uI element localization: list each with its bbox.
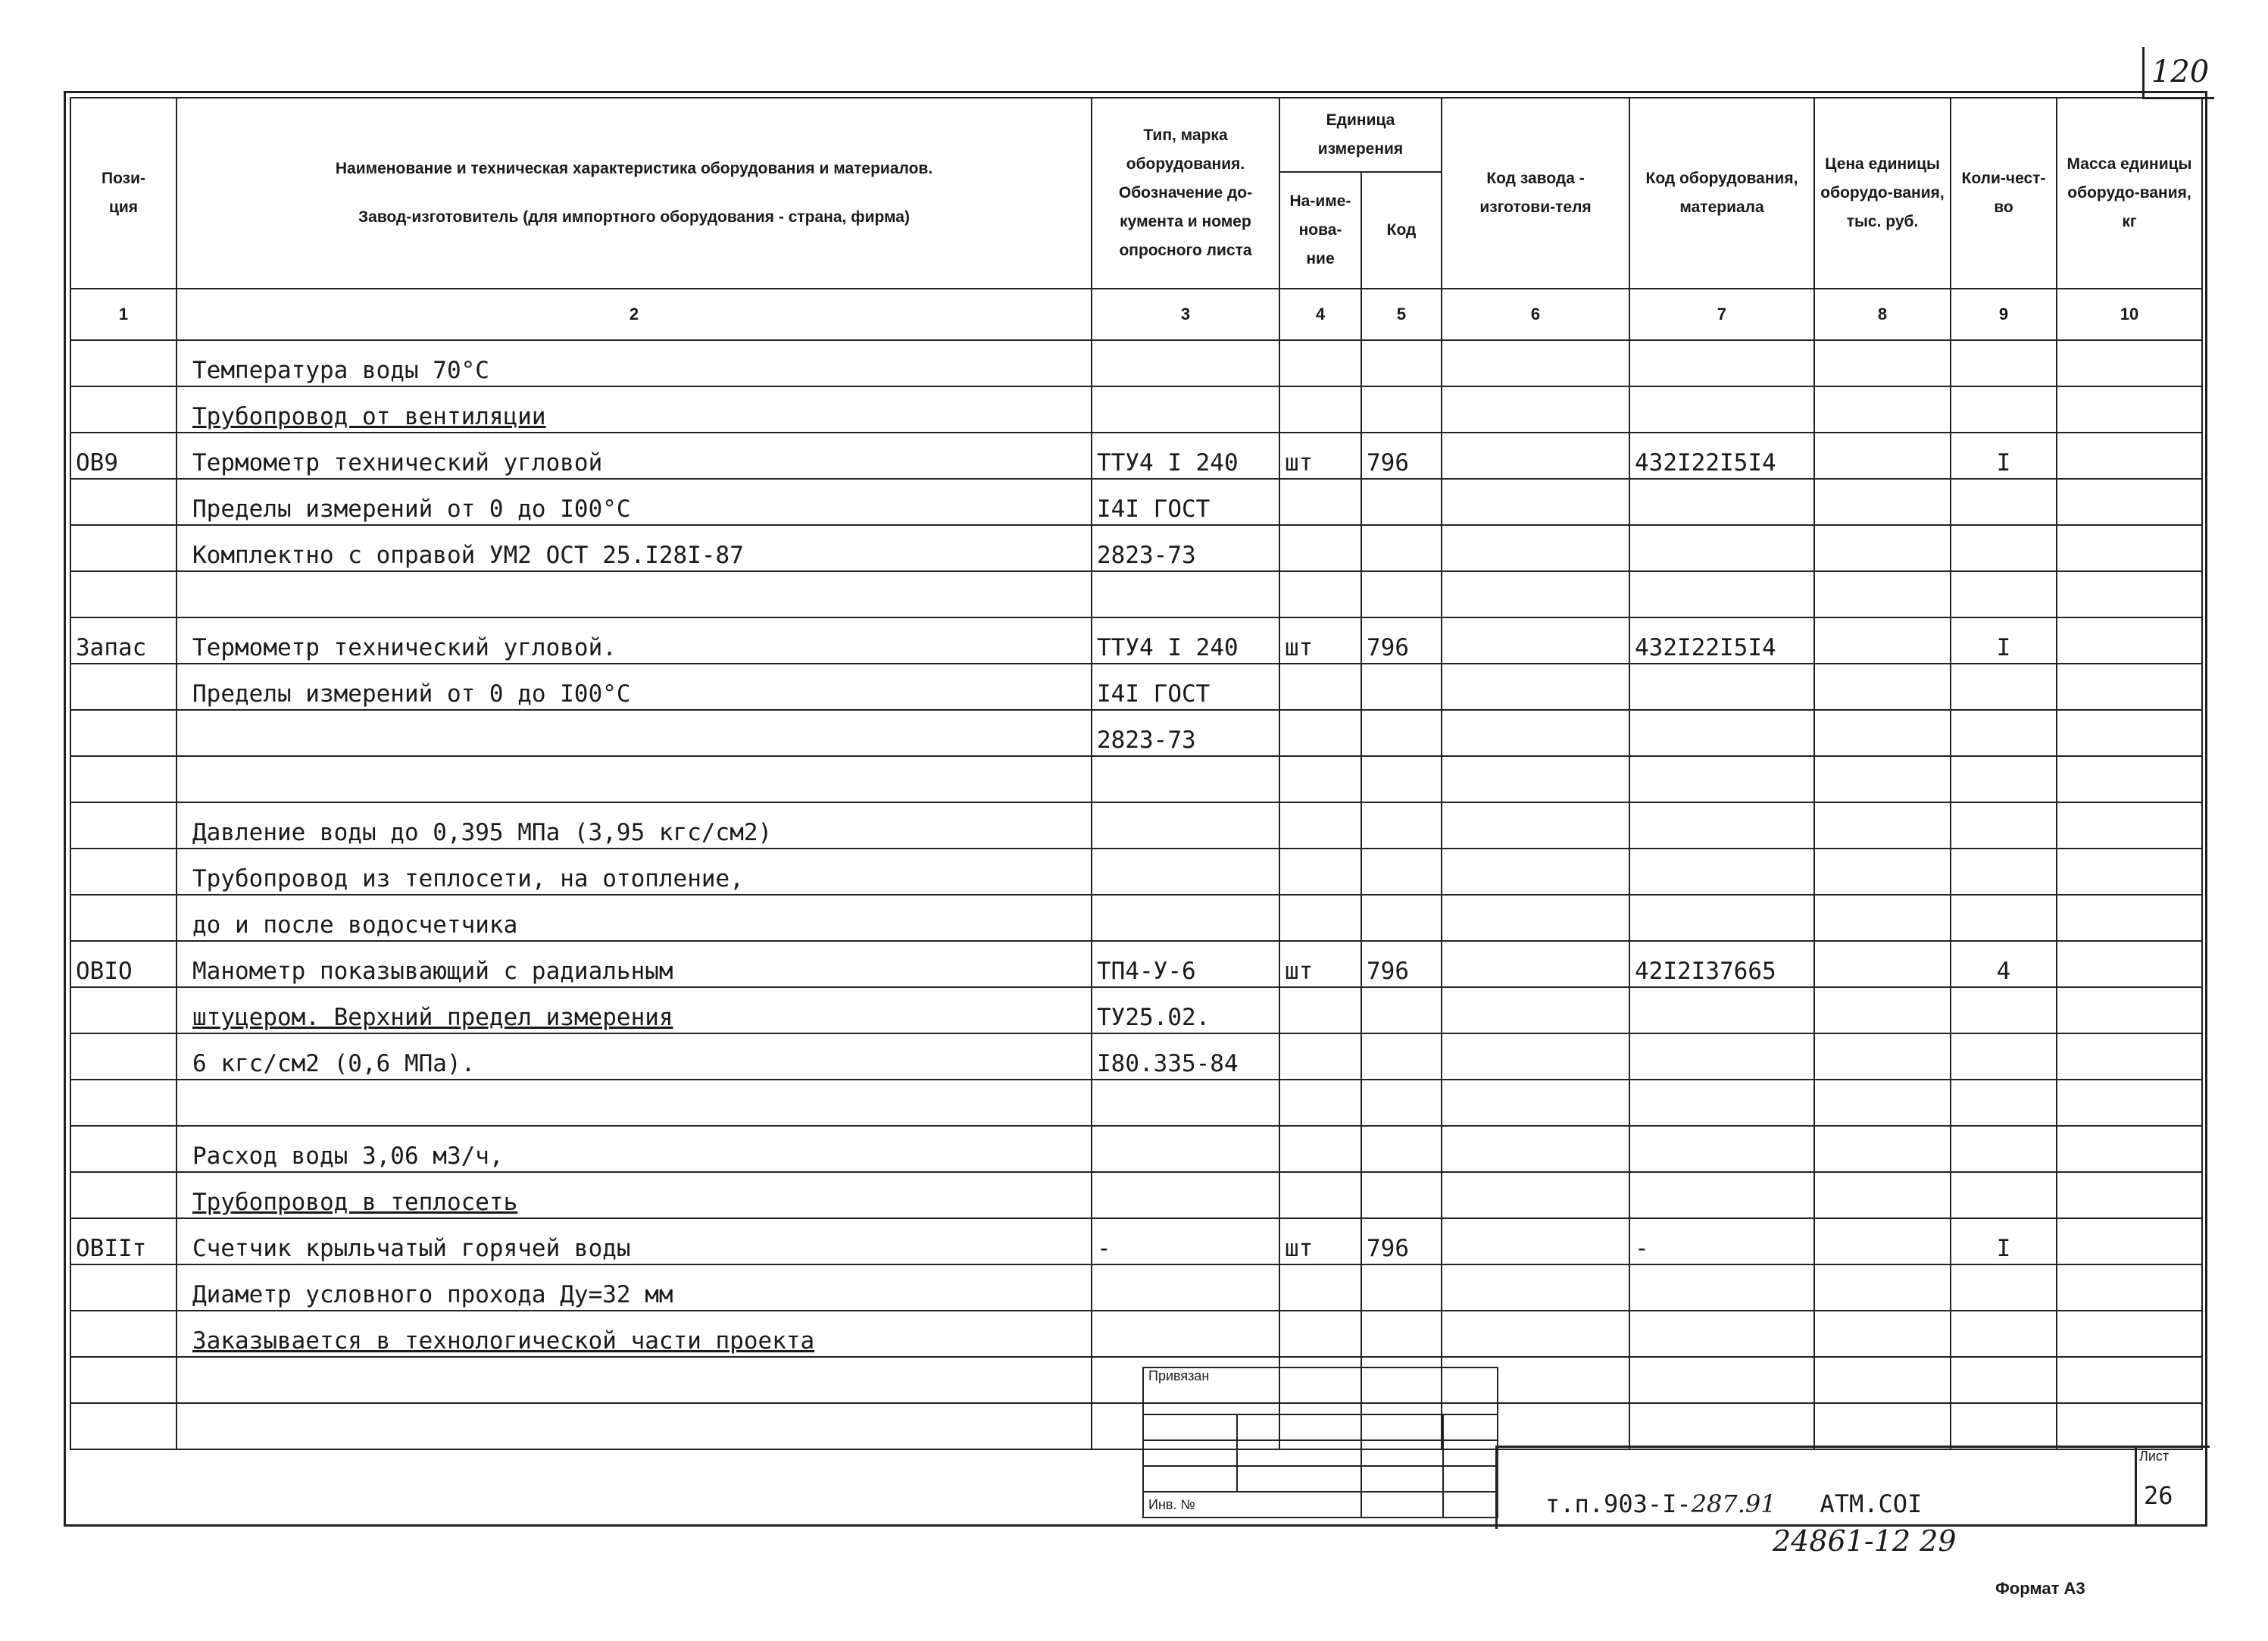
cell-type: [1092, 756, 1279, 802]
cell-name: Трубопровод из теплосети, на отопление,: [177, 849, 1092, 895]
cell-name: [177, 756, 1092, 802]
cell-price: [1814, 987, 1951, 1033]
cell-price: [1814, 849, 1951, 895]
stamp-inv: Инв. №: [1143, 1492, 1361, 1518]
cell-unit: шт: [1279, 1218, 1361, 1264]
cell-unit: [1279, 479, 1361, 525]
cell-factory: [1442, 1264, 1629, 1311]
cell-qty: I: [1951, 617, 2057, 664]
table-row: [70, 433, 2202, 479]
cell-mass: [2057, 1033, 2202, 1080]
cell-type: ТТУ4 I 240: [1092, 617, 1279, 664]
header-name: Наименование и техническая характеристика оборудования и материалов. Завод-изготовитель (для импортного оборудования - страна, фирма): [177, 98, 1092, 289]
cell-pos: [70, 1264, 177, 1311]
cell-code: [1629, 386, 1814, 433]
cell-unit: [1279, 571, 1361, 617]
header-price: Цена единицы оборудо-вания, тыс. руб.: [1814, 98, 1951, 289]
table-row: [70, 849, 2202, 895]
col-number: 7: [1629, 289, 1814, 340]
cell-pos: [70, 710, 177, 756]
cell-pos: ОВIО: [70, 941, 177, 987]
cell-name: [177, 1357, 1092, 1403]
cell-code: [1629, 1357, 1814, 1403]
cell-type: [1092, 1264, 1279, 1311]
cell-unit: шт: [1279, 433, 1361, 479]
table-row: [70, 571, 2202, 617]
sheet-number: 26: [2144, 1481, 2173, 1510]
cell-ucode: [1361, 710, 1442, 756]
cell-factory: [1442, 756, 1629, 802]
table-row: [70, 664, 2202, 710]
cell-unit: шт: [1279, 941, 1361, 987]
header-quantity: Коли-чест-во: [1951, 98, 2057, 289]
table-row: [70, 895, 2202, 941]
cell-unit: [1279, 710, 1361, 756]
table-row: [70, 802, 2202, 849]
cell-code: [1629, 987, 1814, 1033]
cell-mass: [2057, 1126, 2202, 1172]
col-number: 9: [1951, 289, 2057, 340]
cell-type: 2823-73: [1092, 525, 1279, 571]
cell-type: [1092, 340, 1279, 386]
cell-code: [1629, 525, 1814, 571]
cell-price: [1814, 433, 1951, 479]
cell-pos: [70, 664, 177, 710]
cell-name: [177, 710, 1092, 756]
cell-qty: [1951, 987, 2057, 1033]
cell-pos: [70, 1126, 177, 1172]
cell-name: Пределы измерений от 0 до I00°C: [177, 479, 1092, 525]
cell-name: [177, 1403, 1092, 1449]
table-row: [70, 1080, 2202, 1126]
cell-ucode: [1361, 1080, 1442, 1126]
cell-qty: [1951, 1126, 2057, 1172]
cell-code: [1629, 1126, 1814, 1172]
cell-factory: [1442, 1080, 1629, 1126]
cell-price: [1814, 386, 1951, 433]
cell-ucode: 796: [1361, 617, 1442, 664]
cell-code: [1629, 1264, 1814, 1311]
col-number: 4: [1279, 289, 1361, 340]
cell-name: [177, 1080, 1092, 1126]
cell-factory: [1442, 617, 1629, 664]
cell-name: Давление воды до 0,395 МПа (3,95 кгс/см2): [177, 802, 1092, 849]
cell-mass: [2057, 1080, 2202, 1126]
table-row: [70, 617, 2202, 664]
cell-factory: [1442, 479, 1629, 525]
cell-factory: [1442, 571, 1629, 617]
cell-qty: [1951, 386, 2057, 433]
cell-mass: [2057, 756, 2202, 802]
specification-body: [70, 340, 2202, 1449]
cell-ucode: 796: [1361, 1218, 1442, 1264]
cell-code: [1629, 664, 1814, 710]
sheet-corner-number: 120: [2151, 55, 2210, 89]
cell-ucode: [1361, 1311, 1442, 1357]
cell-qty: [1951, 756, 2057, 802]
cell-ucode: [1361, 479, 1442, 525]
cell-price: [1814, 1357, 1951, 1403]
cell-pos: ОВIIт: [70, 1218, 177, 1264]
cell-ucode: [1361, 571, 1442, 617]
cell-unit: [1279, 386, 1361, 433]
cell-mass: [2057, 386, 2202, 433]
table-row: [70, 710, 2202, 756]
header-position: Пози- ция: [70, 98, 177, 289]
table-row: [70, 1311, 2202, 1357]
table-row: [70, 340, 2202, 386]
cell-qty: [1951, 1357, 2057, 1403]
cell-type: [1092, 1080, 1279, 1126]
cell-factory: [1442, 525, 1629, 571]
cell-type: ТТУ4 I 240: [1092, 433, 1279, 479]
cell-ucode: [1361, 386, 1442, 433]
cell-unit: [1279, 1126, 1361, 1172]
cell-factory: [1442, 802, 1629, 849]
cell-price: [1814, 1264, 1951, 1311]
col-number: 6: [1442, 289, 1629, 340]
cell-factory: [1442, 340, 1629, 386]
cell-ucode: 796: [1361, 433, 1442, 479]
table-row: [70, 479, 2202, 525]
cell-ucode: [1361, 987, 1442, 1033]
cell-qty: [1951, 664, 2057, 710]
specification-table: [70, 97, 2203, 1450]
cell-name: штуцером. Верхний предел измерения: [177, 987, 1092, 1033]
cell-price: [1814, 479, 1951, 525]
cell-ucode: [1361, 340, 1442, 386]
header-mass: Масса единицы оборудо-вания, кг: [2057, 98, 2202, 289]
cell-name: Комплектно с оправой УМ2 ОСТ 25.I28I-87: [177, 525, 1092, 571]
table-row: [70, 1172, 2202, 1218]
cell-price: [1814, 1403, 1951, 1449]
cell-name: Счетчик крыльчатый горячей воды: [177, 1218, 1092, 1264]
cell-ucode: [1361, 849, 1442, 895]
cell-price: [1814, 1218, 1951, 1264]
cell-type: I4I ГОСТ: [1092, 664, 1279, 710]
cell-name: Трубопровод в теплосеть: [177, 1172, 1092, 1218]
table-row: [70, 1033, 2202, 1080]
table-row: [70, 1264, 2202, 1311]
cell-qty: [1951, 525, 2057, 571]
cell-price: [1814, 941, 1951, 987]
cell-price: [1814, 525, 1951, 571]
cell-code: [1629, 340, 1814, 386]
cell-factory: [1442, 1172, 1629, 1218]
header-unit-group: Единица измерения: [1279, 98, 1442, 172]
cell-qty: [1951, 340, 2057, 386]
cell-type: 2823-73: [1092, 710, 1279, 756]
cell-mass: [2057, 987, 2202, 1033]
cell-name: Заказывается в технологической части проекта: [177, 1311, 1092, 1357]
cell-factory: [1442, 1033, 1629, 1080]
cell-name: Пределы измерений от 0 до I00°C: [177, 664, 1092, 710]
cell-unit: [1279, 1033, 1361, 1080]
cell-code: [1629, 849, 1814, 895]
header-type: Тип, марка оборудования. Обозначение до-кумента и номер опросного листа: [1092, 98, 1279, 289]
cell-ucode: [1361, 1172, 1442, 1218]
cell-mass: [2057, 1403, 2202, 1449]
cell-pos: [70, 479, 177, 525]
cell-pos: [70, 1172, 177, 1218]
cell-type: [1092, 1126, 1279, 1172]
cell-factory: [1442, 386, 1629, 433]
cell-qty: [1951, 802, 2057, 849]
cell-name: Расход воды 3,06 м3/ч,: [177, 1126, 1092, 1172]
cell-ucode: [1361, 1126, 1442, 1172]
cell-price: [1814, 895, 1951, 941]
cell-pos: ОВ9: [70, 433, 177, 479]
cell-code: -: [1629, 1218, 1814, 1264]
cell-code: [1629, 571, 1814, 617]
cell-price: [1814, 756, 1951, 802]
cell-price: [1814, 1172, 1951, 1218]
cell-factory: [1442, 1126, 1629, 1172]
cell-type: I4I ГОСТ: [1092, 479, 1279, 525]
cell-pos: [70, 340, 177, 386]
cell-type: I80.335-84: [1092, 1033, 1279, 1080]
cell-ucode: [1361, 525, 1442, 571]
cell-unit: [1279, 664, 1361, 710]
cell-ucode: [1361, 756, 1442, 802]
cell-code: 432I22I5I4: [1629, 617, 1814, 664]
cell-name: Трубопровод от вентиляции: [177, 386, 1092, 433]
cell-qty: I: [1951, 433, 2057, 479]
cell-qty: [1951, 1311, 2057, 1357]
cell-mass: [2057, 340, 2202, 386]
cell-name: Термометр технический угловой.: [177, 617, 1092, 664]
table-row: [70, 1357, 2202, 1403]
cell-price: [1814, 1080, 1951, 1126]
cell-price: [1814, 1033, 1951, 1080]
cell-pos: [70, 987, 177, 1033]
cell-pos: [70, 525, 177, 571]
cell-pos: [70, 1403, 177, 1449]
cell-pos: [70, 895, 177, 941]
cell-pos: Запас: [70, 617, 177, 664]
cell-factory: [1442, 433, 1629, 479]
cell-unit: [1279, 1172, 1361, 1218]
cell-pos: [70, 802, 177, 849]
cell-code: [1629, 802, 1814, 849]
cell-name: Термометр технический угловой: [177, 433, 1092, 479]
cell-name: Температура воды 70°C: [177, 340, 1092, 386]
cell-factory: [1442, 849, 1629, 895]
cell-unit: [1279, 802, 1361, 849]
inventory-number: 24861-12 29: [1773, 1524, 1957, 1558]
cell-type: [1092, 849, 1279, 895]
cell-qty: [1951, 895, 2057, 941]
cell-name: [177, 571, 1092, 617]
cell-factory: [1442, 710, 1629, 756]
cell-ucode: [1361, 1264, 1442, 1311]
cell-factory: [1442, 941, 1629, 987]
cell-type: [1092, 571, 1279, 617]
cell-mass: [2057, 664, 2202, 710]
cell-code: [1629, 710, 1814, 756]
cell-code: [1629, 1311, 1814, 1357]
cell-ucode: [1361, 895, 1442, 941]
col-number: 3: [1092, 289, 1279, 340]
cell-factory: [1442, 664, 1629, 710]
header-unit-name: На-име-нова-ние: [1279, 172, 1361, 289]
cell-price: [1814, 802, 1951, 849]
cell-qty: [1951, 1264, 2057, 1311]
cell-factory: [1442, 1311, 1629, 1357]
cell-price: [1814, 664, 1951, 710]
cell-type: ТП4-У-6: [1092, 941, 1279, 987]
table-row: [70, 1403, 2202, 1449]
stamp-privyazan: Привязан: [1143, 1368, 1498, 1414]
cell-unit: [1279, 340, 1361, 386]
cell-pos: [70, 1311, 177, 1357]
cell-qty: [1951, 571, 2057, 617]
cell-code: [1629, 1033, 1814, 1080]
cell-mass: [2057, 1311, 2202, 1357]
cell-pos: [70, 1033, 177, 1080]
cell-unit: [1279, 987, 1361, 1033]
cell-type: [1092, 802, 1279, 849]
cell-qty: [1951, 1080, 2057, 1126]
cell-pos: [70, 386, 177, 433]
cell-pos: [70, 571, 177, 617]
cell-unit: [1279, 1080, 1361, 1126]
cell-qty: 4: [1951, 941, 2057, 987]
col-number: 5: [1361, 289, 1442, 340]
cell-mass: [2057, 941, 2202, 987]
cell-qty: [1951, 1033, 2057, 1080]
cell-code: [1629, 479, 1814, 525]
cell-price: [1814, 1311, 1951, 1357]
cell-factory: [1442, 1218, 1629, 1264]
cell-qty: [1951, 1403, 2057, 1449]
cell-qty: [1951, 479, 2057, 525]
cell-ucode: [1361, 802, 1442, 849]
cell-qty: I: [1951, 1218, 2057, 1264]
table-row: [70, 756, 2202, 802]
table-row: [70, 1126, 2202, 1172]
header-unit-code: Код: [1361, 172, 1442, 289]
cell-mass: [2057, 895, 2202, 941]
cell-mass: [2057, 525, 2202, 571]
cell-price: [1814, 710, 1951, 756]
cell-type: [1092, 895, 1279, 941]
cell-name: до и после водосчетчика: [177, 895, 1092, 941]
cell-ucode: [1361, 1033, 1442, 1080]
cell-pos: [70, 849, 177, 895]
cell-unit: [1279, 525, 1361, 571]
header-factory-code: Код завода - изготови-теля: [1442, 98, 1629, 289]
cell-type: [1092, 386, 1279, 433]
cell-unit: шт: [1279, 617, 1361, 664]
cell-mass: [2057, 1172, 2202, 1218]
cell-price: [1814, 571, 1951, 617]
cell-type: -: [1092, 1218, 1279, 1264]
cell-qty: [1951, 1172, 2057, 1218]
sheet-label: Лист: [2139, 1449, 2170, 1464]
cell-pos: [70, 756, 177, 802]
cell-ucode: [1361, 664, 1442, 710]
cell-mass: [2057, 1218, 2202, 1264]
cell-mass: [2057, 1264, 2202, 1311]
col-number: 8: [1814, 289, 1951, 340]
cell-code: [1629, 895, 1814, 941]
cell-unit: [1279, 1311, 1361, 1357]
cell-factory: [1442, 987, 1629, 1033]
cell-code: [1629, 1172, 1814, 1218]
cell-qty: [1951, 849, 2057, 895]
cell-code: [1629, 1403, 1814, 1449]
cell-ucode: 796: [1361, 941, 1442, 987]
cell-unit: [1279, 849, 1361, 895]
cell-pos: [70, 1080, 177, 1126]
cell-mass: [2057, 433, 2202, 479]
cell-code: 42I2I37665: [1629, 941, 1814, 987]
cell-mass: [2057, 479, 2202, 525]
cell-pos: [70, 1357, 177, 1403]
cell-name: 6 кгс/см2 (0,6 МПа).: [177, 1033, 1092, 1080]
table-row: [70, 525, 2202, 571]
cell-mass: [2057, 1357, 2202, 1403]
cell-factory: [1442, 895, 1629, 941]
table-row: [70, 1218, 2202, 1264]
cell-type: [1092, 1172, 1279, 1218]
document-code: т.п.903-I-287.91 АТМ.СОI: [1545, 1489, 1923, 1518]
approval-stamp: [1142, 1367, 1498, 1518]
col-number: 10: [2057, 289, 2202, 340]
cell-price: [1814, 617, 1951, 664]
cell-price: [1814, 340, 1951, 386]
format-label: Формат А3: [1995, 1579, 2085, 1598]
cell-price: [1814, 1126, 1951, 1172]
table-row: [70, 941, 2202, 987]
column-numbers-row: [70, 289, 2202, 340]
header-row: [70, 98, 2202, 172]
cell-name: Диаметр условного прохода Ду=32 мм: [177, 1264, 1092, 1311]
cell-type: ТУ25.02.: [1092, 987, 1279, 1033]
cell-unit: [1279, 895, 1361, 941]
col-number: 2: [177, 289, 1092, 340]
cell-mass: [2057, 617, 2202, 664]
cell-mass: [2057, 802, 2202, 849]
cell-type: [1092, 1311, 1279, 1357]
table-row: [70, 987, 2202, 1033]
cell-code: 432I22I5I4: [1629, 433, 1814, 479]
col-number: 1: [70, 289, 177, 340]
cell-name: Манометр показывающий с радиальным: [177, 941, 1092, 987]
cell-code: [1629, 756, 1814, 802]
table-row: [70, 386, 2202, 433]
cell-unit: [1279, 1264, 1361, 1311]
cell-mass: [2057, 849, 2202, 895]
cell-mass: [2057, 571, 2202, 617]
header-material-code: Код оборудования, материала: [1629, 98, 1814, 289]
cell-code: [1629, 1080, 1814, 1126]
cell-mass: [2057, 710, 2202, 756]
cell-qty: [1951, 710, 2057, 756]
cell-unit: [1279, 756, 1361, 802]
